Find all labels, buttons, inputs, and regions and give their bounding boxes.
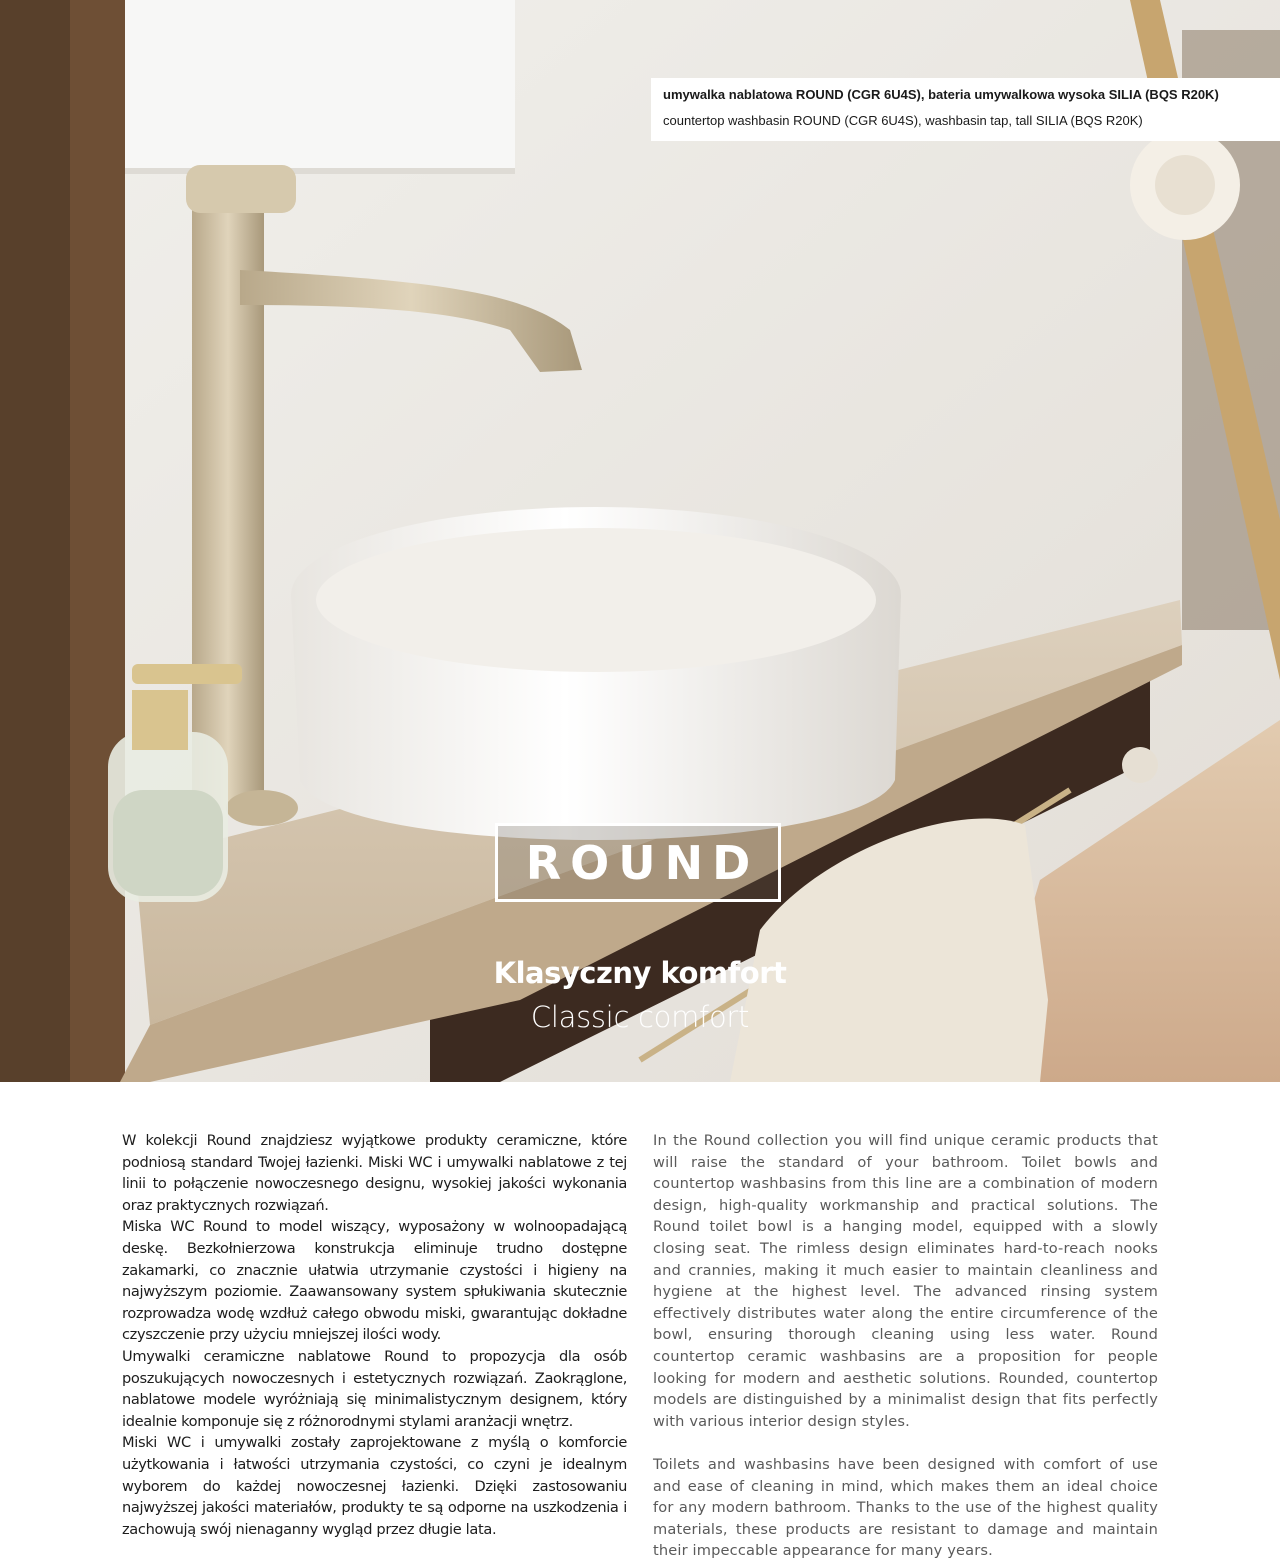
paragraph: Miska WC Round to model wiszący, wyposażony w wolnoopadającą deskę. Bezkołnierzowa konstrukcja eliminuje trudno dostępne zakamarki, co znacznie ułatwia utrzymanie czystości i higieny na najwyższym poziomie. Zaawansowany system spłukiwania skutecznie rozprowadza wodę wzdłuż całego obwodu miski, gwarantując dokładne czyszczenie przy użyciu mniejszej ilości wody. [122, 1218, 627, 1344]
tagline-polish: Klasyczny komfort [493, 956, 787, 990]
paragraph: Miski WC i umywalki zostały zaprojektowane z myślą o komforcie użytkowania i łatwości utrzymania czystości, co czyni je idealnym wyborem do każdej nowoczesnej łazienki. Dzięki zastosowaniu najwyższej jakości materiałów, produkty te są odporne na uszkodzenia i zachowują swój nienaganny wygląd przez długie lata. [122, 1434, 627, 1538]
tagline-english: Classic comfort [530, 1000, 750, 1034]
body-text-english [653, 1130, 1158, 1562]
caption-english: countertop washbasin ROUND (CGR 6U4S), washbasin tap, tall SILIA (BQS R20K) [663, 113, 1143, 128]
paragraph: In the Round collection you will find unique ceramic products that will raise the standard of your bathroom. Toilet bowls and countertop washbasins from this line are a combination of modern design, high-quality workmanship and practical solutions. The Round toilet bowl is a hanging model, equipped with a slowly closing seat. The rimless design eliminates hard-to-reach nooks and crannies, making it much easier to maintain cleanliness and hygiene at the highest level. The advanced rinsing system effectively distributes water along the entire circumference of the bowl, ensuring thorough cleaning using less water. Round countertop ceramic washbasins are a proposition for people looking for modern and aesthetic solutions. Rounded, countertop models are distinguished by a minimalist design that fits perfectly with various interior design styles. [653, 1132, 1158, 1430]
paragraph: W kolekcji Round znajdziesz wyjątkowe produkty ceramiczne, które podniosą standard Twojej łazienki. Miski WC i umywalki nablatowe z tej linii to połączenie nowoczesnego designu, wysokiej jakości wykonania oraz praktycznych rozwiązań. [122, 1132, 627, 1214]
product-caption [651, 78, 1280, 141]
body-text-polish [122, 1130, 627, 1540]
paragraph: Toilets and washbasins have been designed with comfort of use and ease of cleaning in mind, which makes them an ideal choice for any modern bathroom. Thanks to the use of the highest quality materials, these products are resistant to damage and maintain their impeccable appearance for many years. [653, 1455, 1158, 1560]
brand-name: ROUND [525, 835, 760, 890]
paragraph: Umywalki ceramiczne nablatowe Round to propozycja dla osób poszukujących nowoczesnych i estetycznych rozwiązań. Zaokrąglone, nablatowe modele wyróżniają się minimalistycznym designem, który idealnie komponuje się z różnorodnymi stylami aranżacji wnętrz. [122, 1347, 627, 1430]
caption-polish: umywalka nablatowa ROUND (CGR 6U4S), bateria umywalkowa wysoka SILIA (BQS R20K) [663, 87, 1219, 102]
brand-logo-box [495, 823, 781, 902]
